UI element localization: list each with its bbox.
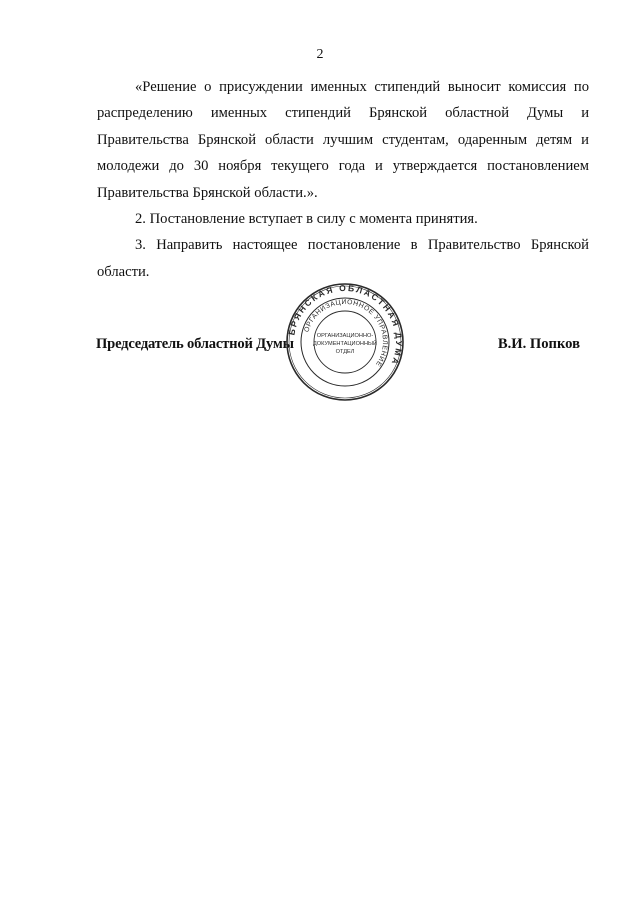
official-stamp	[285, 282, 405, 402]
page-number: 2	[316, 47, 324, 62]
stamp-ring-text: ОРГАНИЗАЦИОННОЕ УПРАВЛЕНИЕ	[303, 298, 389, 368]
stamp-center-line-2: ДОКУМЕНТАЦИОННЫЙ	[313, 341, 377, 347]
stamp-center-line-1: ОРГАНИЗАЦИОННО-	[316, 333, 374, 339]
stamp-center-line-3: ОТДЕЛ	[335, 349, 355, 355]
signatory-title: Председатель областной Думы	[96, 336, 294, 352]
paragraph-send: 3. Направить настоящее постановление в Правительство Брянской области.	[97, 237, 589, 280]
document-body	[97, 74, 589, 285]
signatory-name: В.И. Попков	[497, 336, 580, 352]
paragraph-decision: «Решение о присуждении именных стипендий выносит комиссия по распределению именных стипендий Брянской областной Думы и Правительства Брянской области лучшим студентам, одаренным детям и молодежи до 30 ноября текущего года и утверждается постановлением Правительства Брянской области.».	[97, 79, 589, 201]
paragraph-effective: 2. Постановление вступает в силу с момента принятия.	[135, 211, 478, 228]
stamp-outer-text: БРЯНСКАЯ ОБЛАСТНАЯ ДУМА	[286, 282, 405, 368]
